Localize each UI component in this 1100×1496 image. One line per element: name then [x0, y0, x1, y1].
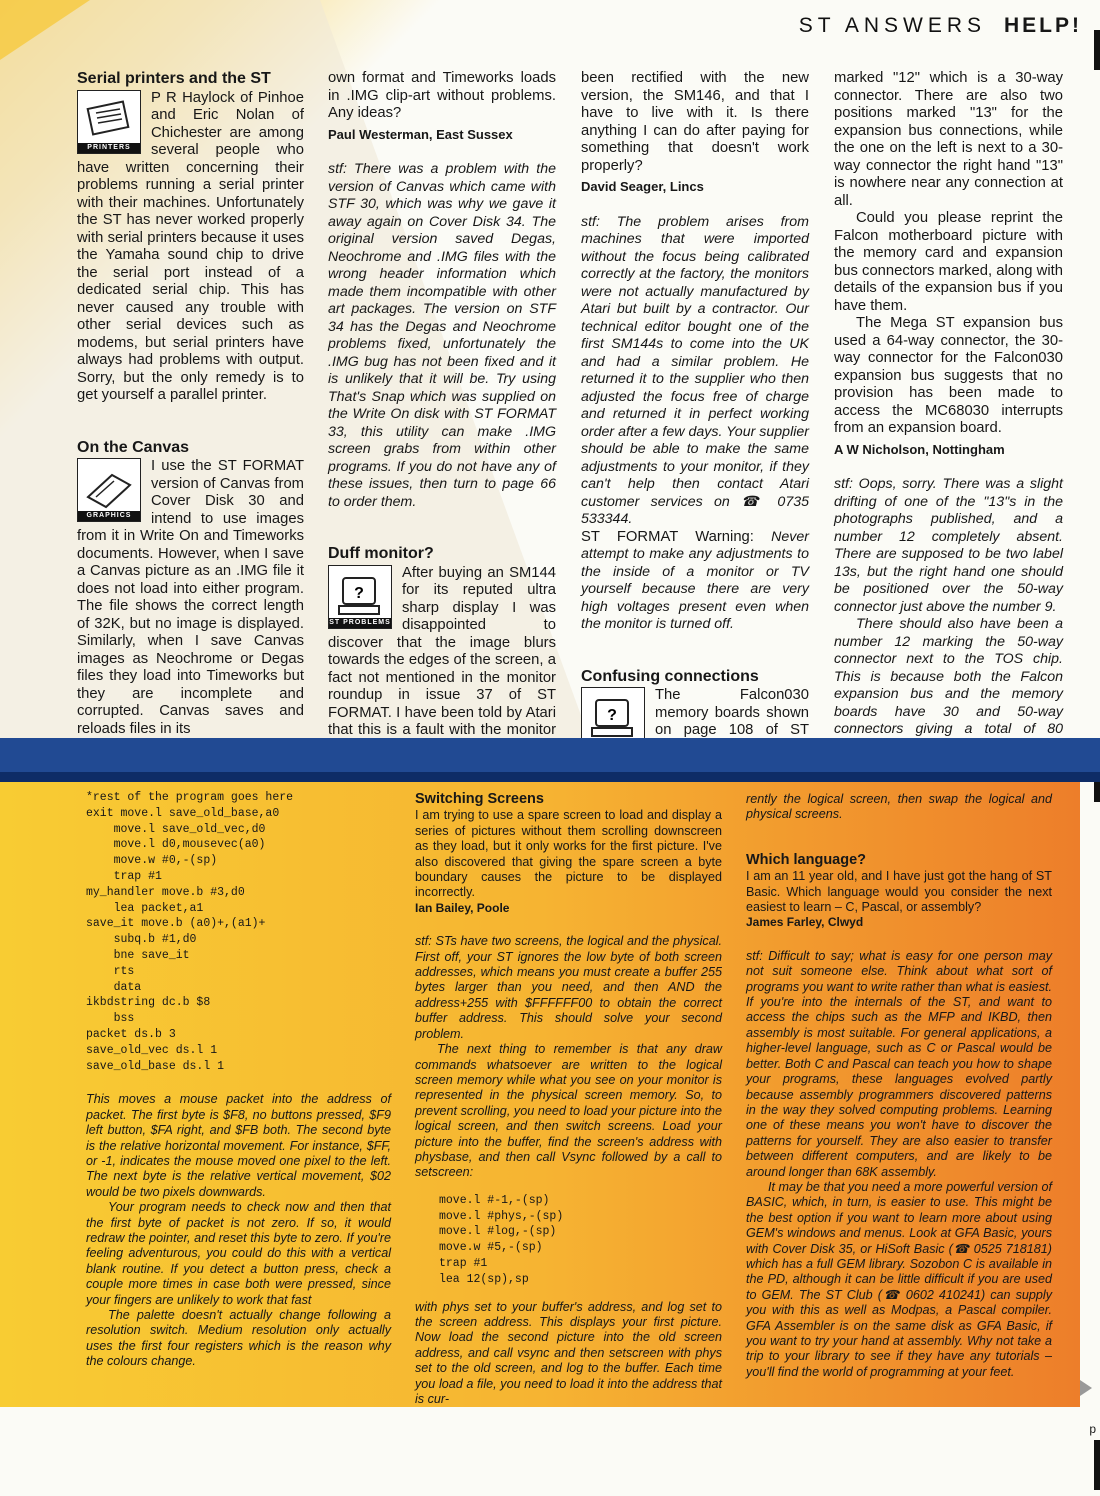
connections-answer: stf: Oops, sorry. There was a slight drifting of one of the "13"s in the photographs published, and a number 12 completely absent. There are supposed to be two label 13s, but the right hand one should be positioned over the 50-way connector just above the number 9. [834, 476, 1063, 615]
warning-text: Never attempt to make any adjustments to the inside of a monitor or TV yourself because there are very high voltages present even when the monitor is turned off. [581, 528, 809, 632]
monitor-icon-caption: ST PROBLEMS [329, 618, 391, 626]
monitor-icon [328, 565, 392, 629]
screens-answer-p1: stf: STs have two screens, the logical and the physical. First off, your ST ignores the low byte of both screen addresses, which means you must create a buffer 255 bytes larger than you need, and then AND the address+255 with $FFFFFF00 to obtain the correct buffer address. This should solve your second problem. [415, 934, 722, 1041]
heading-on-the-canvas: On the Canvas [77, 438, 190, 456]
page-header [799, 14, 1082, 38]
connections-letter-cont: marked "12" which is a 30-way connector. There are also two positions marked "13" for the expansion bus connections, while the one on the left is next to a 30-way connector the right hand "13" is nowhere near any connection at all. [834, 70, 1063, 209]
connections-letter-p3: The Mega ST expansion bus used a 64-way connector, the 30-way connector for the Falcon030 expansion bus suggests that no provision has been made to access the MC68030 interrupts from an expansion board. [834, 315, 1063, 436]
printers-icon-caption: PRINTERS [78, 143, 140, 153]
panel-column-1 [86, 790, 391, 1370]
language-letter: I am an 11 year old, and I have just got the hang of ST Basic. Which language would you consider the next easiest to learn – C, Pascal, or assembly? [746, 869, 1052, 915]
language-answer-p2: It may be that you need a more powerful version of BASIC, which, in turn, is easier to use. This might be the best option if you want to learn more about using GEM's windows and menus. Look at GFA Basic, yours with Cover Disk 35, or HiSoft Basic (☎ 0525 718181) which has a full GEM library. Sozobon C is available in the PD, although it can be little difficult if you are used to GEM. The ST Club (☎ 0602 410241) can supply you with this as well as Modpas, a Pascal compiler. GFA Assembler is on the same disk as GFA Basic, if you want to try your hand at assembly. Why not take a trip to your library to see if they have any tutorials – you'll find the world of programming at your feet. [746, 1179, 1052, 1379]
panel-column-3 [746, 792, 1052, 1380]
help-label: HELP! [1004, 14, 1082, 37]
section-title: ST ANSWERS [798, 14, 986, 37]
warning-label: ST FORMAT Warning: [581, 528, 754, 545]
column-3 [581, 70, 809, 810]
column-2 [328, 70, 556, 757]
page-edge-letter: p [1089, 1422, 1096, 1436]
column-4 [834, 70, 1063, 756]
setscreen-code-listing: move.l #-1,-(sp) move.l #phys,-(sp) move.l #log,-(sp) move.w #5,-(sp) trap #1 lea 12(sp),sp [439, 1193, 564, 1286]
monitor-answer: stf: The problem arises from machines that were imported without the focus being calibrated correctly at the factory, the monitors were not actually manufactured by Atari but built by a contractor. Our technical editor bought one of the first SM144s to come into the UK and had a similar problem. He returned it to the supplier who then adjusted the focus free of charge and returned it in perfect working order after a few days. Your supplier should be able to make the same adjustments to your monitor, if they can't help then contact Atari customer services on ☎ 0735 533344. [581, 213, 809, 527]
screens-answer-p3: with phys set to your buffer's address, and log set to the screen address. This displays your first picture. Now load the second picture into the old screen address, and call vsync and then setscreen with phys set to the old screen, and log to the buffer. Each time you load a file, you need to load it into the address that is cur- [415, 1299, 722, 1406]
signature-farley: James Farley, Clwyd [746, 915, 864, 930]
serial-printers-body: P R Haylock of Pinhoe and Eric Nolan of Chichester are among several people who have written concerning their problems running a serial printer with their machines. Unfortunately the ST has never worked properly with serial printers because it uses the Yamaha sound chip to drive the serial port instead of a dedicated serial chip. This has never caused any trouble with other serial devices such as modems, but serial printers have always had problems with output. Sorry, but the only remedy is to get yourself a parallel printer. [77, 89, 304, 403]
signature-nicholson: A W Nicholson, Nottingham [834, 441, 1005, 457]
connections-answer-p2: There should also have been a number 12 marking the 50-way connector next to the TOS chip. This is because both the Falcon expansion bus and the memory boards have 30 and 50-way connectors giving a total of 80 [834, 616, 1063, 737]
heading-which-language: Which language? [746, 851, 867, 868]
svg-text:?: ? [607, 707, 617, 724]
printers-icon [77, 90, 141, 154]
screens-answer-p2: The next thing to remember is that any draw commands whatsoever are written to the logical screen memory while what you see on your monitor is represented in the physical screen memory. So, to prevent scrolling, you need to load your picture into the logical screen, and then switch screens. Load your picture into the buffer, find the screen's address with physbase, and then call Vsync followed by a call to setscreen: [415, 1042, 722, 1180]
heading-serial-printers: Serial printers and the ST [77, 70, 271, 87]
continue-arrow-icon [1080, 1380, 1092, 1396]
section-divider-band [0, 738, 1100, 782]
mouse-code-listing: *rest of the program goes here exit move.l save_old_base,a0 move.l save_old_vec,d0 move.l d0,mousevec(a0) move.w #0,-(sp) trap #1 my_handler move.b #3,d0 lea packet,a1 save_it move.b (a0)+,(a1)+ subq.b #1,d0 bne save_it rts data ikbdstring dc.b $8 bss packet ds.b 3 save_old_vec ds.l 1 save_old_base ds.l 1 [86, 791, 294, 1073]
edge-tab-top [1094, 30, 1100, 70]
svg-text:?: ? [354, 584, 364, 602]
signature-westerman: Paul Westerman, East Sussex [328, 126, 513, 142]
signature-bailey: Ian Bailey, Poole [415, 900, 510, 915]
graphics-icon [77, 458, 141, 522]
signature-seager: David Seager, Lincs [581, 179, 704, 194]
heading-duff-monitor: Duff monitor? [328, 545, 434, 562]
column-1 [77, 70, 304, 738]
language-answer-p1: stf: Difficult to say; what is easy for one person may not suit someone else. Think about what sort of programs you want to write rather than what is easiest. If you're into the internals of the ST, and want to access the chips such as the MFP and IKBD, then assembly is most suitable. For general applications, a higher-level language, such as C or Pascal would be better. Both C and Pascal can teach you how to shape your programs, these languages evolved partly because assembly programmers discovered patterns in the way they solved computing problems. Learning one of these means you won't have to discover the patterns for yourself. They are also easier to transfer between different computers, and are likely to be around longer than 68K assembly. [746, 948, 1052, 1179]
duff-monitor-body: After buying an SM144 for its reputed ultra sharp display I was disappointed to discover that the image blurs towards the edges of the screen, a fact not mentioned in the monitor roundup in issue 37 of ST FORMAT. I have been told by Atari that this is a fault with the monitor [328, 564, 556, 738]
mouse-packet-explanation: This moves a mouse packet into the address of packet. The first byte is $F8, no buttons pressed, $F9 left button, $FA right, and $FB both. The second byte is the relative horizontal movement. For instance, $FF, or -1, indicates the mouse moved one pixel to the left. The next byte is the relative vertical movement, $02 would be two pixels downwards. [86, 1092, 391, 1199]
screens-answer-end: rently the logical screen, then swap the logical and physical screens. [746, 792, 1052, 822]
palette-explanation: The palette doesn't actually change following a resolution switch. Medium resolution only actually uses the first four registers which is the reason why the colours change. [86, 1308, 391, 1369]
graphics-icon-caption: GRAPHICS [78, 511, 140, 521]
connections-body: The Falcon030 memory boards shown on page 108 of ST [655, 687, 809, 738]
connections-letter-p2: Could you please reprint the Falcon motherboard picture with the memory card and expansion bus connectors marked, along with details of the expansion bus if you have them. [834, 210, 1063, 314]
heading-confusing-connections: Confusing connections [581, 667, 759, 685]
monitor-letter-end: been rectified with the new version, the SM146, and that I have to live with it. Is there anything I can do after paying for something that doesn't work properly? [581, 70, 809, 174]
canvas-answer: stf: There was a problem with the version of Canvas which came with STF 30, which was why we gave it away again on Cover Disk 34. The original version saved Degas, Neochrome and .IMG files with the wrong header information which made them incompatible with other art packages. The version on STF 34 has the Degas and Neochrome problems fixed, unfortunately the .IMG bug has not been fixed and it is unlikely that it will be. Try using That's Snap which was supplied on the Write On disk with ST FORMAT 33, this utility can make .IMG screen grabs from within other programs. If you do not have any of these issues, then turn to page 66 to order them. [328, 161, 556, 510]
mouse-redraw-explanation: Your program needs to check now and then that the first byte of packet is not zero. If so, it would redraw the pointer, and reset this byte to zero. If you're feeling adventurous, you could do this with a vertical blank routine. If you detect a button press, check a couple more times in case both were pressed, since your fingers are unlikely to work that fast [86, 1200, 391, 1307]
canvas-letter-end: own format and Timeworks loads in .IMG clip-art without problems. Any ideas? [328, 70, 556, 121]
edge-tab-bottom [1094, 1440, 1100, 1490]
canvas-body: I use the ST FORMAT version of Canvas from Cover Disk 30 and intend to use images from it in Write On and Timeworks documents. However, when I save a Canvas picture as an .IMG file it does not load into either program. The file shows the correct length of 32K, but no image is displayed. Similarly, when I save Canvas images as Neochrome or Degas files they load into Timeworks but they are incomplete and corrupted. Canvas saves and reloads files in its [77, 458, 304, 737]
switching-screens-letter: I am trying to use a spare screen to load and display a series of pictures without them scrolling downscreen as they load, but it only works for the first picture. I've also discovered that giving the spare screen a byte boundary causes the picture to be displayed incorrectly. [415, 808, 722, 900]
panel-column-2 [415, 792, 722, 1407]
heading-switching-screens: Switching Screens [415, 791, 544, 807]
